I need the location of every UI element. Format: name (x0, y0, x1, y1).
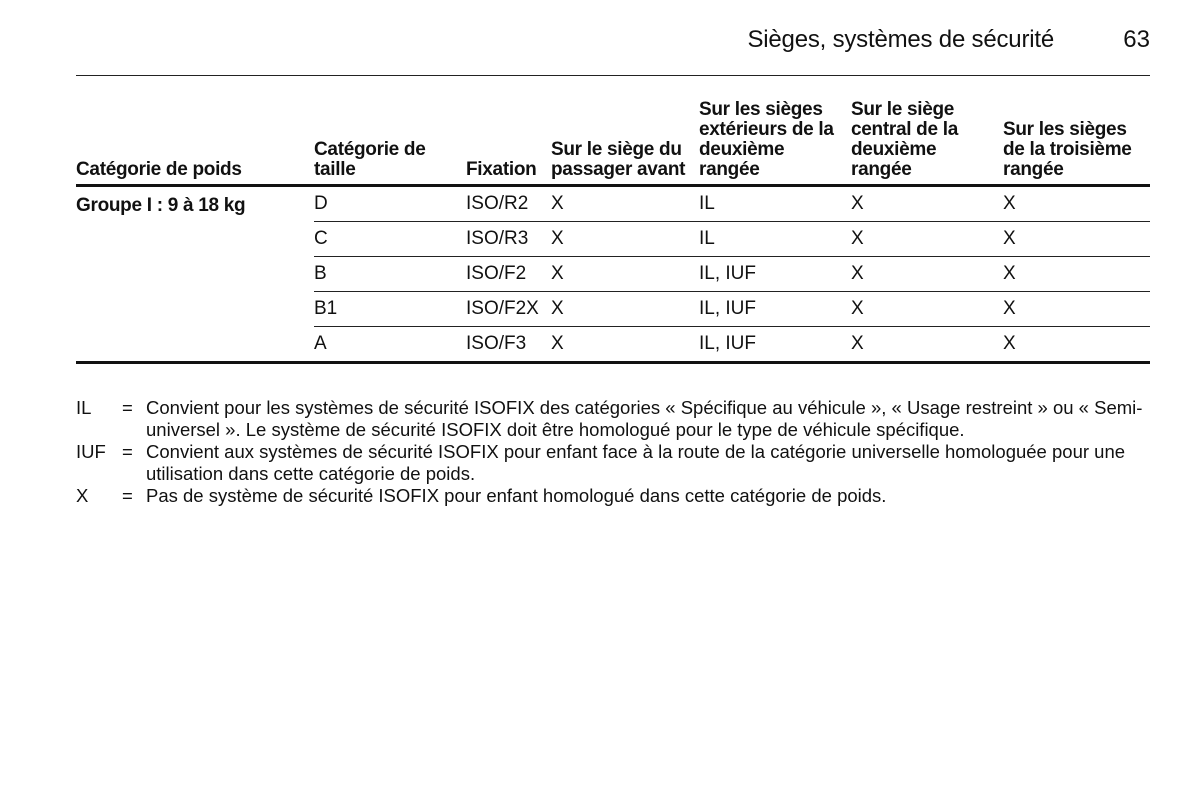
isofix-table (76, 100, 1150, 364)
table-cell: C (314, 222, 466, 257)
table-header-row (76, 100, 1150, 186)
table-cell: IL (699, 186, 851, 222)
table-cell: X (851, 222, 1003, 257)
column-header-size-category: Catégorie de taille (314, 100, 466, 186)
legend-item-il (76, 397, 1150, 441)
table-cell: IL, IUF (699, 292, 851, 327)
table-cell: ISO/R3 (466, 222, 551, 257)
table-cell: X (1003, 222, 1150, 257)
table-cell: D (314, 186, 466, 222)
column-header-weight-category: Catégorie de poids (76, 100, 314, 186)
table-cell: IL (699, 222, 851, 257)
table-cell: X (851, 327, 1003, 363)
legend-definition: Pas de système de sécurité ISOFIX pour enfant homologué dans cette catégorie de poids. (146, 485, 887, 506)
table-cell: B1 (314, 292, 466, 327)
table-cell: X (1003, 327, 1150, 363)
weight-group-cell: Groupe I : 9 à 18 kg (76, 186, 314, 363)
table-cell: X (851, 257, 1003, 292)
table-cell: X (551, 292, 699, 327)
table-cell: X (1003, 292, 1150, 327)
column-header-second-row-outboard: Sur les sièges extérieurs de la deuxième rangée (699, 100, 851, 186)
legend-equals: = (122, 485, 133, 506)
table-row (76, 186, 1150, 222)
column-header-second-row-center: Sur le siège central de la deuxième rangée (851, 100, 1003, 186)
legend-item-iuf (76, 441, 1150, 485)
table-cell: A (314, 327, 466, 363)
section-title: Sièges, systèmes de sécurité (747, 26, 1054, 53)
table-cell: X (851, 292, 1003, 327)
table-cell: B (314, 257, 466, 292)
table-cell: ISO/R2 (466, 186, 551, 222)
table-cell: X (1003, 186, 1150, 222)
legend-item-x (76, 485, 1150, 507)
table-cell: ISO/F2 (466, 257, 551, 292)
table-cell: X (1003, 257, 1150, 292)
table-cell: ISO/F3 (466, 327, 551, 363)
legend (76, 397, 1150, 507)
column-header-front-passenger-seat: Sur le siège du passager avant (551, 100, 699, 186)
table-cell: X (851, 186, 1003, 222)
legend-abbreviation: IUF (76, 441, 106, 462)
legend-abbreviation: X (76, 485, 89, 506)
table-cell: IL, IUF (699, 327, 851, 363)
legend-equals: = (122, 441, 133, 462)
table-cell: X (551, 327, 699, 363)
table-cell: IL, IUF (699, 257, 851, 292)
legend-definition: Convient pour les systèmes de sécurité ISOFIX des catégories « Spécifique au véhicule », « Usage restreint » ou « Semi-universel ». Le système de sécurité ISOFIX doit être homologué pour le type de véhicule spécifique. (146, 397, 1143, 440)
header-divider (76, 75, 1150, 76)
table-cell: ISO/F2X (466, 292, 551, 327)
table-cell: X (551, 222, 699, 257)
table-cell: X (551, 186, 699, 222)
column-header-fixture: Fixation (466, 100, 551, 186)
column-header-third-row: Sur les sièges de la troisième rangée (1003, 100, 1150, 186)
table-cell: X (551, 257, 699, 292)
page-number: 63 (1123, 26, 1150, 53)
page-header (76, 26, 1150, 56)
legend-equals: = (122, 397, 133, 418)
legend-definition: Convient aux systèmes de sécurité ISOFIX pour enfant face à la route de la catégorie universelle homologuée pour une utilisation dans cette catégorie de poids. (146, 441, 1126, 484)
legend-abbreviation: IL (76, 397, 92, 418)
